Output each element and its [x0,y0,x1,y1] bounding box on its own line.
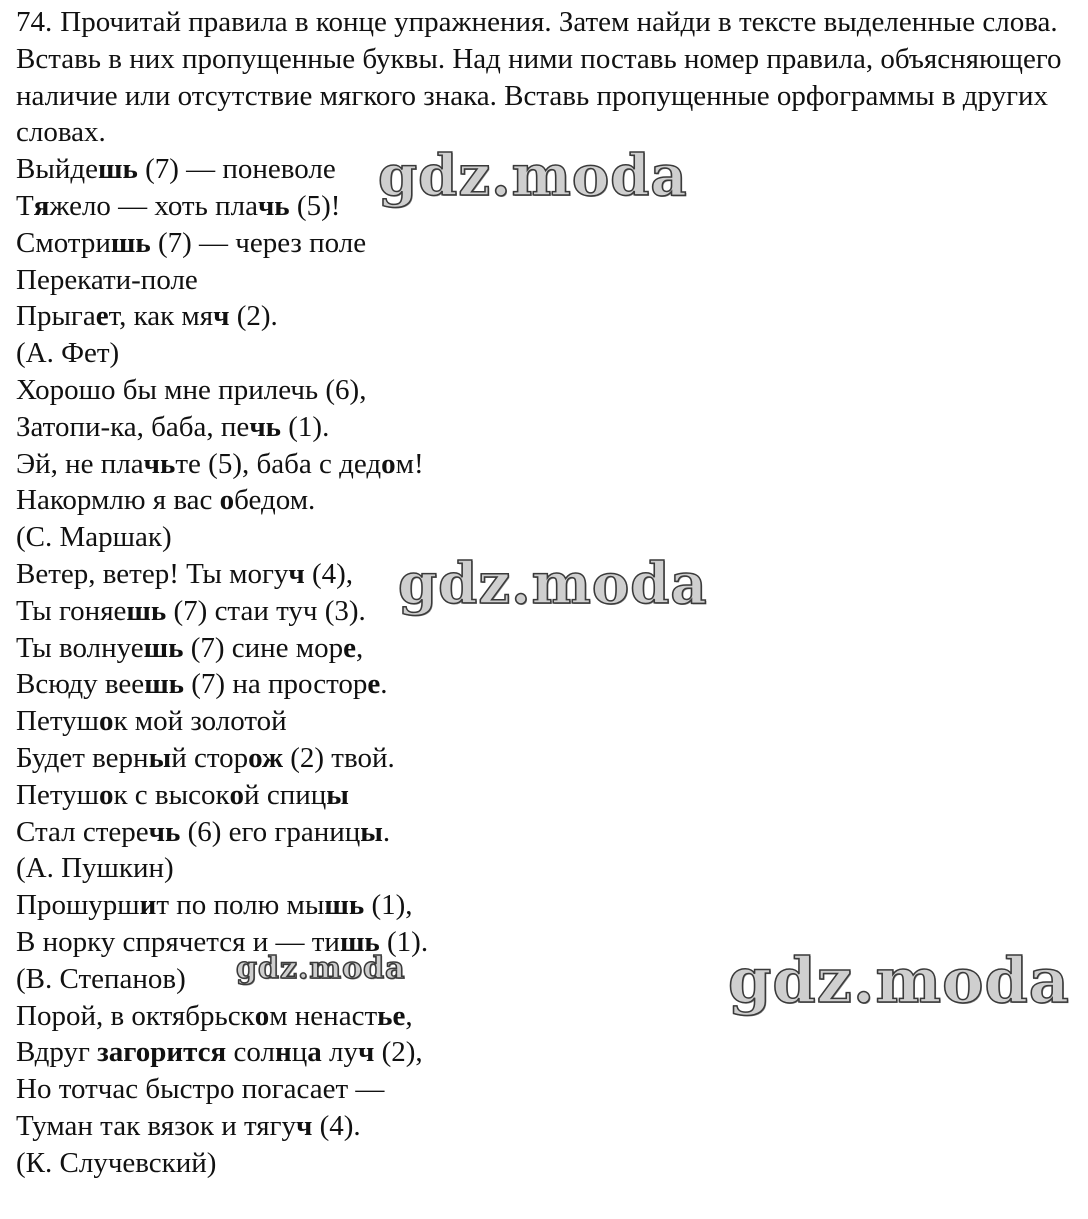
text-line [16,777,1082,814]
watermark: gdz.moda [236,951,406,986]
text-segment: В норку спрячется и — ти [16,925,340,958]
text-segment: Порой, в октябрьск [16,999,255,1032]
text-line [16,372,1082,409]
text-segment: (1), [364,889,413,922]
text-line [16,887,1082,924]
text-line [16,630,1082,667]
text-segment: т по полю мы [156,889,325,922]
text-segment: Накормлю я вас [16,484,220,517]
text-segment: бедом. [234,484,316,517]
task-number: 74. [16,6,53,38]
text-line [16,703,1082,740]
highlighted-letters: чь [148,815,181,848]
text-segment: (В. Степанов) [16,962,186,995]
text-line [16,1108,1082,1145]
text-segment: (С. Маршак) [16,521,172,554]
text-segment: , [405,999,413,1032]
text-line [16,409,1082,446]
text-segment: Эй, не пла [16,447,144,480]
text-line [16,814,1082,851]
text-segment: (К. Случевский) [16,1146,217,1179]
task-instruction [16,4,1082,151]
highlighted-letters: и [139,889,157,922]
highlighted-letters: о [254,999,270,1032]
text-segment: (2) твой. [282,741,395,774]
text-segment: Ветер, ветер! Ты могу [16,557,289,590]
text-line [16,1034,1082,1071]
highlighted-letters: ч [213,300,230,333]
text-segment: (7) стаи туч (3). [166,594,366,627]
text-segment: Смотри [16,226,111,259]
text-line [16,666,1082,703]
highlighted-letters: шь [339,925,380,958]
text-segment: (4), [304,557,354,590]
text-segment: Но тотчас быстро погасает — [16,1073,385,1106]
text-segment: Ты волнуе [16,631,144,664]
highlighted-letters: о [219,484,235,517]
highlighted-letters: ы [148,741,172,774]
watermark: gdz.moda [728,944,1070,1017]
highlighted-letters: шь [110,226,151,259]
highlighted-letters: чь [143,447,176,480]
text-segment: (1). [379,925,429,958]
text-segment: . [380,668,388,701]
text-segment: Хорошо бы мне прилечь (6), [16,373,367,406]
watermark: gdz.moda [378,143,688,209]
text-segment: . [382,815,391,848]
text-segment: сол [226,1036,275,1069]
text-segment: Выйде [16,153,98,186]
text-segment: лу [321,1036,358,1069]
highlighted-letters: ж [261,741,283,774]
text-segment: (7) — поневоле [137,153,336,186]
text-segment: ц [291,1036,308,1069]
text-segment: (1). [281,410,330,443]
text-segment: (2). [229,300,278,333]
text-segment: й стор [171,741,249,774]
text-segment: й спиц [244,778,327,811]
text-segment: Стал стере [16,815,149,848]
highlighted-letters: е [95,300,109,333]
text-segment: Перекати-поле [16,263,198,296]
highlighted-letters: е [343,631,357,664]
text-segment: (5)! [289,189,341,222]
text-line [16,225,1082,262]
text-segment: Затопи-ка, баба, пе [16,410,250,443]
text-segment: Ты гоняе [16,594,127,627]
highlighted-letters: ы [326,778,349,811]
poem-text [16,151,1082,1181]
text-segment: к с высок [113,778,230,811]
highlighted-letters: о [98,705,114,738]
text-line [16,446,1082,483]
highlighted-letters: я [33,189,50,222]
text-segment: жело — хоть пла [49,189,258,222]
highlighted-letters: е [367,668,381,701]
text-line [16,850,1082,887]
text-line [16,1071,1082,1108]
highlighted-letters: ы [360,815,383,848]
text-segment: Вдруг [16,1036,98,1069]
highlighted-letters: о [381,447,396,480]
highlighted-letters: шь [97,153,138,186]
text-segment: Прыга [16,300,96,333]
text-line [16,298,1082,335]
text-segment: (6) его границ [180,815,361,848]
highlighted-letters: ье [377,999,406,1032]
highlighted-letters: чь [249,410,282,443]
text-segment: (А. Пушкин) [16,852,174,885]
text-segment: Всюду вее [16,668,145,701]
task-text: Прочитай правила в конце упражнения. Затем найди в тексте выделенные слова. Вставь в них пропущенные буквы. Над ними поставь номер правила, объясняющего наличие или отсутствие мягкого знака. Вставь пропущенные орфограммы в других словах. [16,6,1062,149]
text-segment: те (5), баба с дед [175,447,382,480]
text-line [16,335,1082,372]
highlighted-letters: а [307,1036,322,1069]
text-segment: м ненаст [269,999,378,1032]
text-line [16,1145,1082,1182]
text-line [16,482,1082,519]
text-segment: (7) сине мор [183,631,344,664]
highlighted-letters: загорится [97,1036,227,1069]
text-segment: Будет верн [16,741,149,774]
text-segment: Петуш [16,705,99,738]
text-segment: (4). [312,1109,361,1142]
text-segment: (7) — через поле [150,226,367,259]
text-segment: Петуш [16,778,99,811]
highlighted-letters: о [248,741,262,774]
highlighted-letters: о [229,778,245,811]
text-segment: (2), [374,1036,423,1069]
highlighted-letters: шь [143,631,184,664]
watermark: gdz.moda [398,551,708,617]
highlighted-letters: чь [257,189,290,222]
text-segment: Прошурш [16,889,140,922]
text-segment: (7) на простор [184,668,368,701]
highlighted-letters: шь [144,668,185,701]
text-segment: Туман так вязок и тягу [16,1109,296,1142]
highlighted-letters: ч [288,557,305,590]
text-line [16,740,1082,777]
text-segment: м! [395,447,424,480]
highlighted-letters: ч [357,1036,375,1069]
highlighted-letters: шь [126,594,167,627]
text-segment: (А. Фет) [16,337,120,370]
highlighted-letters: о [98,778,114,811]
text-line [16,262,1082,299]
highlighted-letters: шь [324,889,365,922]
text-segment: Т [16,189,34,222]
text-segment: к мой золотой [113,705,287,738]
text-segment: т, как мя [108,300,214,333]
highlighted-letters: н [274,1036,292,1069]
highlighted-letters: ч [296,1109,313,1142]
text-segment: , [356,631,364,664]
